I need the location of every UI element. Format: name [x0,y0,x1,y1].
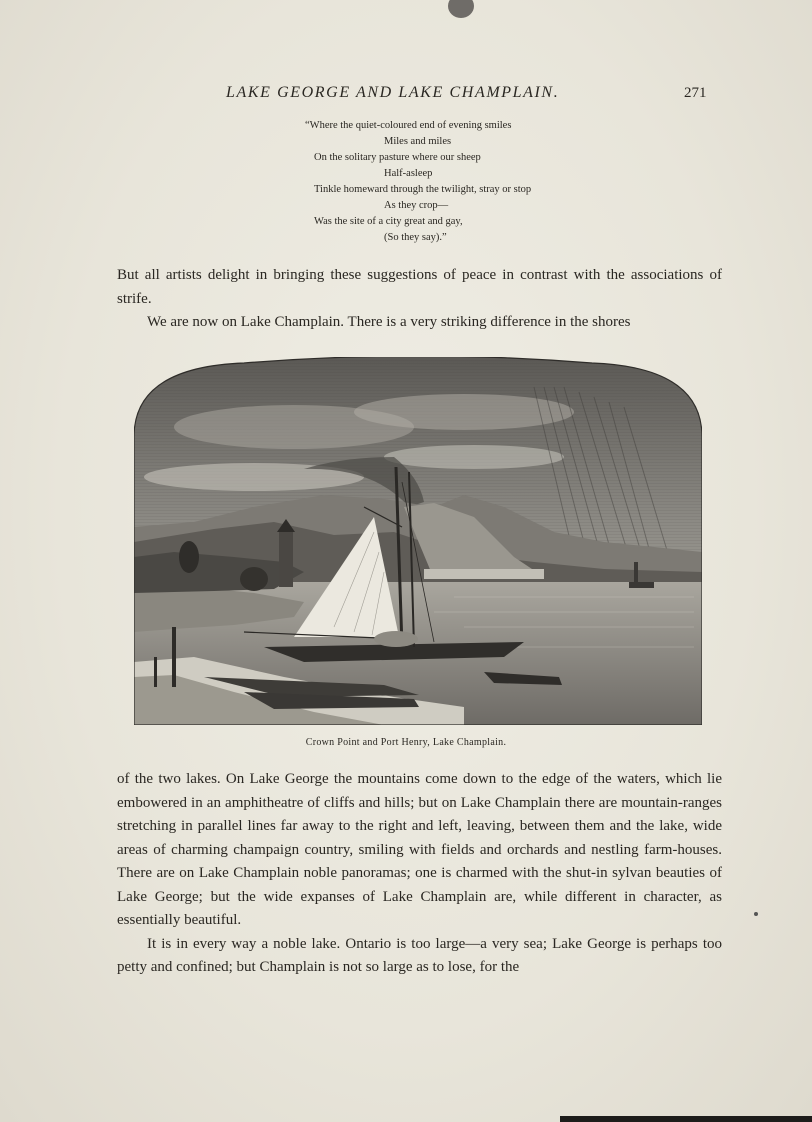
page-edge-shadow [560,1116,812,1122]
poem-line: “Where the quiet-coloured end of evening smiles [305,120,512,131]
ink-speck [754,912,758,916]
engraving-crown-point-port-henry [134,357,702,725]
text-block-bottom [117,768,722,980]
page-number: 271 [684,85,707,101]
poem-line: Half-asleep [384,168,433,179]
poem-line: Tinkle homeward through the twilight, stray or stop [314,184,532,195]
poem-line: As they crop— [384,200,449,211]
paragraph: It is in every way a noble lake. Ontario is too large—a very sea; Lake George is perhaps too petty and confined; but Champlain is not so large as to lose, for the [117,935,722,975]
paragraph: of the two lakes. On Lake George the mountains come down to the edge of the waters, which lie embowered in an amphitheatre of cliffs and hills; but on Lake Champlain there are mountain-ranges stretching in parallel lines far away to the right and left, leaving, between them and the lake, wide areas of charming champaign country, smiling with fields and orchards and nestling farm-houses. There are on Lake Champlain noble panoramas; one is charmed with the shut-in sylvan beauties of Lake George; but the wide expanses of Lake Champlain are, while different in character, as essentially beautiful. [117,771,722,928]
poem-line: (So they say).” [384,232,447,243]
paragraph: But all artists delight in bringing these suggestions of peace in contrast with the associations of strife. [117,267,722,307]
poem-line: On the solitary pasture where our sheep [314,152,481,163]
running-title: LAKE GEORGE AND LAKE CHAMPLAIN. [226,84,560,101]
text-block-top [117,264,722,335]
figure-caption: Crown Point and Port Henry, Lake Champlain. [305,737,507,748]
poem-line: Miles and miles [384,136,452,147]
paragraph: We are now on Lake Champlain. There is a very striking difference in the shores [147,314,631,330]
poem-line: Was the site of a city great and gay, [314,216,463,227]
binding-hole [448,0,474,18]
